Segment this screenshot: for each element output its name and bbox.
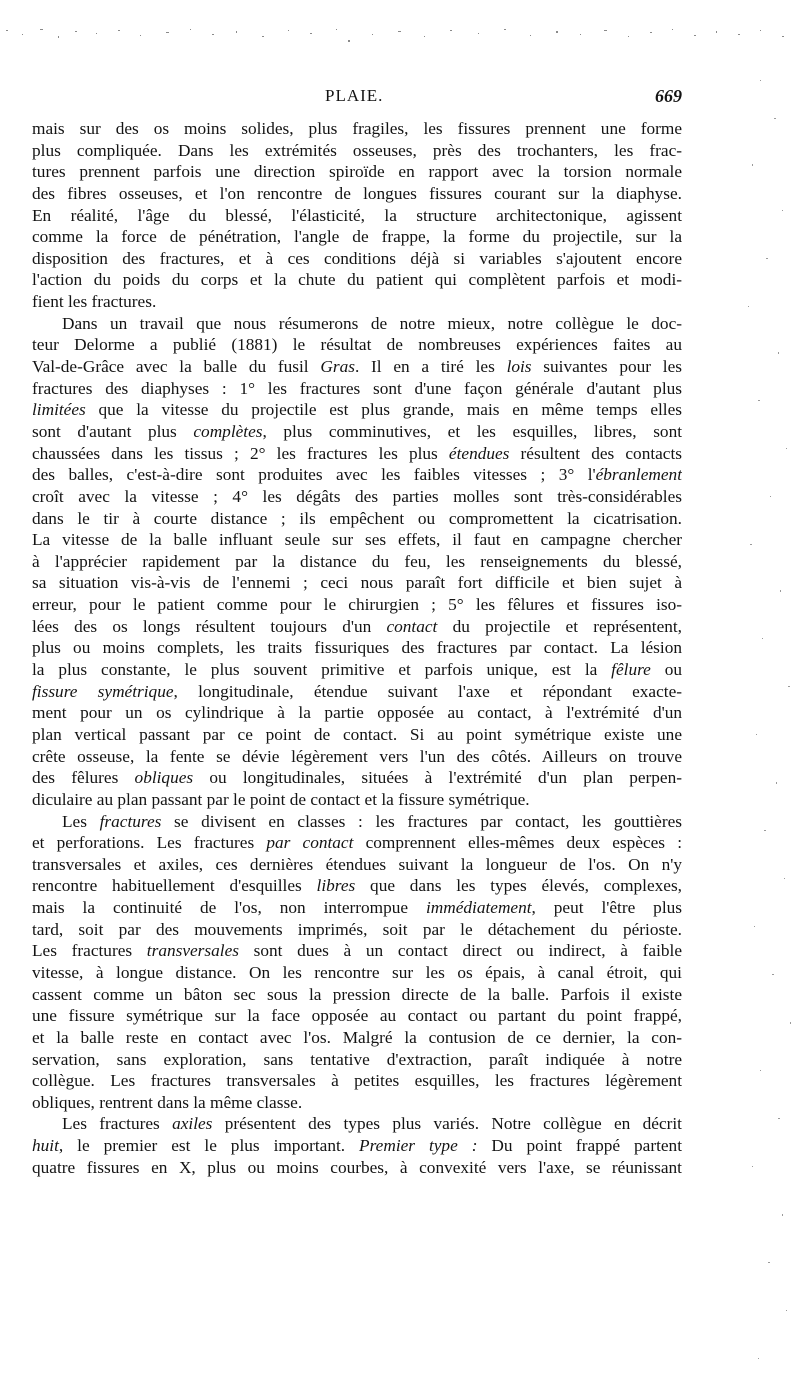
text-line bbox=[32, 378, 682, 400]
text-run: , plus comminutives, et les esquilles, libres, sont bbox=[262, 421, 682, 441]
text-line bbox=[32, 1135, 682, 1157]
text-run: que dans les types élevés, complexes, bbox=[355, 876, 682, 896]
italic-run: lois bbox=[506, 357, 532, 377]
text-line bbox=[32, 118, 682, 140]
text-line bbox=[32, 594, 682, 616]
text-run: une fissure symétrique sur la face opposée au contact ou partant du point frappé, bbox=[32, 1006, 682, 1026]
text-run: collègue. Les fractures transversales à petites esquilles, les fractures légèrement bbox=[32, 1071, 682, 1091]
text-line bbox=[32, 572, 682, 594]
running-title: PLAIE. bbox=[325, 86, 384, 105]
text-run: comprennent elles-mêmes deux espèces : bbox=[353, 833, 682, 853]
text-run: Les fractures bbox=[32, 941, 147, 961]
text-run: que la vitesse du projectile est plus grande, mais en même temps elles bbox=[85, 400, 682, 420]
text-run: l'action du poids du corps et la chute du patient qui complètent parfois et modi- bbox=[32, 270, 682, 290]
text-line bbox=[32, 464, 682, 486]
text-run: En réalité, l'âge du blessé, l'élasticité, la structure architectonique, agissent bbox=[32, 205, 682, 225]
text-run: Du point frappé partent bbox=[477, 1136, 682, 1156]
text-run: transversales et axiles, ces dernières étendues suivant la longueur de l'os. On n'y bbox=[32, 854, 682, 874]
text-run: résultent des contacts bbox=[509, 443, 682, 463]
italic-run: axiles bbox=[172, 1114, 213, 1134]
text-line bbox=[32, 399, 682, 421]
text-line bbox=[32, 1027, 682, 1049]
text-run: des fêlures bbox=[32, 768, 135, 788]
text-run: plus compliquée. Dans les extrémités osseuses, près des trochanters, les frac- bbox=[32, 140, 682, 160]
text-line bbox=[32, 226, 682, 248]
text-run: sont dues à un contact direct ou indirect, à faible bbox=[238, 941, 682, 961]
text-run: tard, soit par des mouvements imprimés, soit par le détachement du périoste. bbox=[32, 919, 682, 939]
page-edge-speckle-right bbox=[730, 60, 800, 1384]
text-run: des balles, c'est-à-dire sont produites avec les faibles vitesses ; 3° l' bbox=[32, 465, 596, 485]
text-run: servation, sans exploration, sans tentative d'extraction, paraît indiquée à notre bbox=[32, 1049, 682, 1069]
text-line bbox=[32, 551, 682, 573]
text-line bbox=[32, 161, 682, 183]
italic-run: fractures bbox=[99, 811, 162, 831]
text-line bbox=[32, 940, 682, 962]
text-line bbox=[32, 681, 682, 703]
italic-run: huit bbox=[32, 1136, 59, 1156]
text-line bbox=[32, 984, 682, 1006]
text-run: la plus constante, le plus souvent primitive et parfois unique, est la bbox=[32, 660, 612, 680]
text-run: du projectile et représentent, bbox=[437, 616, 682, 636]
running-head bbox=[32, 86, 682, 110]
text-run: , longitudinale, étendue suivant l'axe et répondant exacte- bbox=[173, 681, 682, 701]
text-line bbox=[32, 1092, 682, 1114]
text-run: ou longitudinales, situées à l'extrémité d'un plan perpen- bbox=[193, 768, 682, 788]
italic-run: limitées bbox=[32, 400, 86, 420]
text-line bbox=[32, 1049, 682, 1071]
text-run: rencontre habituellement d'esquilles bbox=[32, 876, 317, 896]
text-run: diculaire au plan passant par le point de contact et la fissure symétrique. bbox=[32, 789, 530, 809]
text-line bbox=[32, 421, 682, 443]
text-run: , le premier est le plus important. bbox=[58, 1136, 360, 1156]
italic-run: transversales bbox=[146, 941, 239, 961]
text-line bbox=[32, 637, 682, 659]
italic-run: obliques bbox=[134, 768, 194, 788]
text-run: tures prennent parfois une direction spiroïde en rapport avec la torsion normale bbox=[32, 162, 682, 182]
text-line bbox=[32, 334, 682, 356]
text-line bbox=[32, 1070, 682, 1092]
text-run: lées des os longs résultent toujours d'un bbox=[32, 616, 387, 636]
text-line bbox=[32, 767, 682, 789]
text-run: mais la continuité de l'os, non interrompue bbox=[32, 898, 426, 918]
italic-run: complètes bbox=[193, 421, 263, 441]
text-run: fient les fractures. bbox=[32, 292, 157, 312]
italic-run: étendues bbox=[448, 443, 510, 463]
italic-run: par contact bbox=[266, 833, 354, 853]
text-run: et la balle reste en contact avec l'os. Malgré la contusion de ce dernier, la con- bbox=[32, 1027, 682, 1047]
text-run: quatre fissures en X, plus ou moins courbes, à convexité vers l'axe, se réunissant bbox=[32, 1157, 682, 1177]
text-run: présentent des types plus variés. Notre collègue en décrit bbox=[212, 1114, 682, 1134]
italic-run: Premier type : bbox=[359, 1136, 478, 1156]
text-line bbox=[32, 811, 682, 833]
text-line bbox=[32, 443, 682, 465]
text-line bbox=[32, 962, 682, 984]
text-run: , peut l'être plus bbox=[531, 898, 682, 918]
italic-run: libres bbox=[316, 876, 356, 896]
italic-run: immédiatement bbox=[425, 898, 532, 918]
text-line bbox=[32, 248, 682, 270]
text-line bbox=[32, 1113, 682, 1135]
text-run: et perforations. Les fractures bbox=[32, 833, 267, 853]
italic-run: ébranlement bbox=[595, 465, 682, 485]
text-run: comme la force de pénétration, l'angle de frappe, la forme du projectile, sur la bbox=[32, 227, 682, 247]
text-line bbox=[32, 291, 682, 313]
text-line bbox=[32, 529, 682, 551]
italic-run: contact bbox=[386, 616, 438, 636]
text-line bbox=[32, 897, 682, 919]
text-line bbox=[32, 508, 682, 530]
text-run: La vitesse de la balle influant seule sur ses effets, il faut en campagne chercher bbox=[32, 530, 682, 550]
text-run: à l'apprécier rapidement par la distance du feu, les renseignements du blessé, bbox=[32, 551, 682, 571]
italic-run: fissure symétrique bbox=[32, 681, 174, 701]
text-line bbox=[32, 486, 682, 508]
text-line bbox=[32, 659, 682, 681]
text-line bbox=[32, 746, 682, 768]
text-run: crête osseuse, la fente se dévie légèrement vers l'un des côtés. Ailleurs on trouve bbox=[32, 746, 682, 766]
text-run: vitesse, à longue distance. On les rencontre sur les os épais, à canal étroit, qui bbox=[32, 962, 682, 982]
text-run: suivantes pour les bbox=[531, 357, 682, 377]
text-run: Les bbox=[62, 811, 100, 831]
text-run: des fibres osseuses, et l'on rencontre de longues fissures courant sur la diaphyse. bbox=[32, 183, 682, 203]
text-run: . Il en a tiré les bbox=[354, 357, 507, 377]
text-run: ment pour un os cylindrique à la partie opposée au contact, à l'extrémité d'un bbox=[32, 703, 682, 723]
text-line bbox=[32, 724, 682, 746]
text-run: obliques, rentrent dans la même classe. bbox=[32, 1092, 303, 1112]
text-run: Dans un travail que nous résumerons de notre mieux, notre collègue le doc- bbox=[62, 313, 682, 333]
text-run: Val-de-Grâce avec la balle du fusil bbox=[32, 357, 321, 377]
text-run: Les fractures bbox=[62, 1114, 173, 1134]
text-run: cassent comme un bâton sec sous la pression directe de la balle. Parfois il existe bbox=[32, 984, 682, 1004]
text-run: se divisent en classes : les fractures par contact, les gouttières bbox=[161, 811, 682, 831]
text-line bbox=[32, 1005, 682, 1027]
text-run: mais sur des os moins solides, plus fragiles, les fissures prennent une forme bbox=[32, 119, 682, 138]
text-line bbox=[32, 356, 682, 378]
text-line bbox=[32, 313, 682, 335]
text-run: plan vertical passant par ce point de contact. Si au point symétrique existe une bbox=[32, 724, 682, 744]
text-line bbox=[32, 183, 682, 205]
text-line bbox=[32, 702, 682, 724]
italic-run: fêlure bbox=[611, 660, 651, 680]
text-run: teur Delorme a publié (1881) le résultat de nombreuses expériences faites au bbox=[32, 335, 682, 355]
text-line bbox=[32, 269, 682, 291]
text-run: chaussées dans les tissus ; 2° les fractures les plus bbox=[32, 443, 449, 463]
page-edge-speckle-top bbox=[0, 0, 800, 60]
text-run: fractures des diaphyses : 1° les fractures sont d'une façon générale d'autant plus bbox=[32, 378, 682, 398]
text-run: croît avec la vitesse ; 4° les dégâts des parties molles sont très-considérables bbox=[32, 486, 682, 506]
text-run: plus ou moins complets, les traits fissuriques des fractures par contact. La lésion bbox=[32, 638, 682, 658]
text-line bbox=[32, 205, 682, 227]
text-run: ou bbox=[650, 660, 682, 680]
body-text bbox=[32, 118, 682, 1178]
text-line bbox=[32, 919, 682, 941]
text-line bbox=[32, 616, 682, 638]
text-line bbox=[32, 140, 682, 162]
text-line bbox=[32, 854, 682, 876]
text-line bbox=[32, 875, 682, 897]
text-line bbox=[32, 789, 682, 811]
text-run: dans le tir à courte distance ; ils empêchent ou compromettent la cicatrisation. bbox=[32, 508, 682, 528]
text-run: sa situation vis-à-vis de l'ennemi ; ceci nous paraît fort difficile et bien sujet à bbox=[32, 573, 682, 593]
text-run: disposition des fractures, et à ces conditions déjà si variables s'ajoutent encore bbox=[32, 248, 682, 268]
page-number: 669 bbox=[655, 86, 682, 106]
text-run: sont d'autant plus bbox=[32, 421, 194, 441]
text-line bbox=[32, 832, 682, 854]
text-line bbox=[32, 1157, 682, 1179]
italic-run: Gras bbox=[320, 357, 355, 377]
text-run: erreur, pour le patient comme pour le chirurgien ; 5° les fêlures et fissures iso- bbox=[32, 595, 682, 615]
